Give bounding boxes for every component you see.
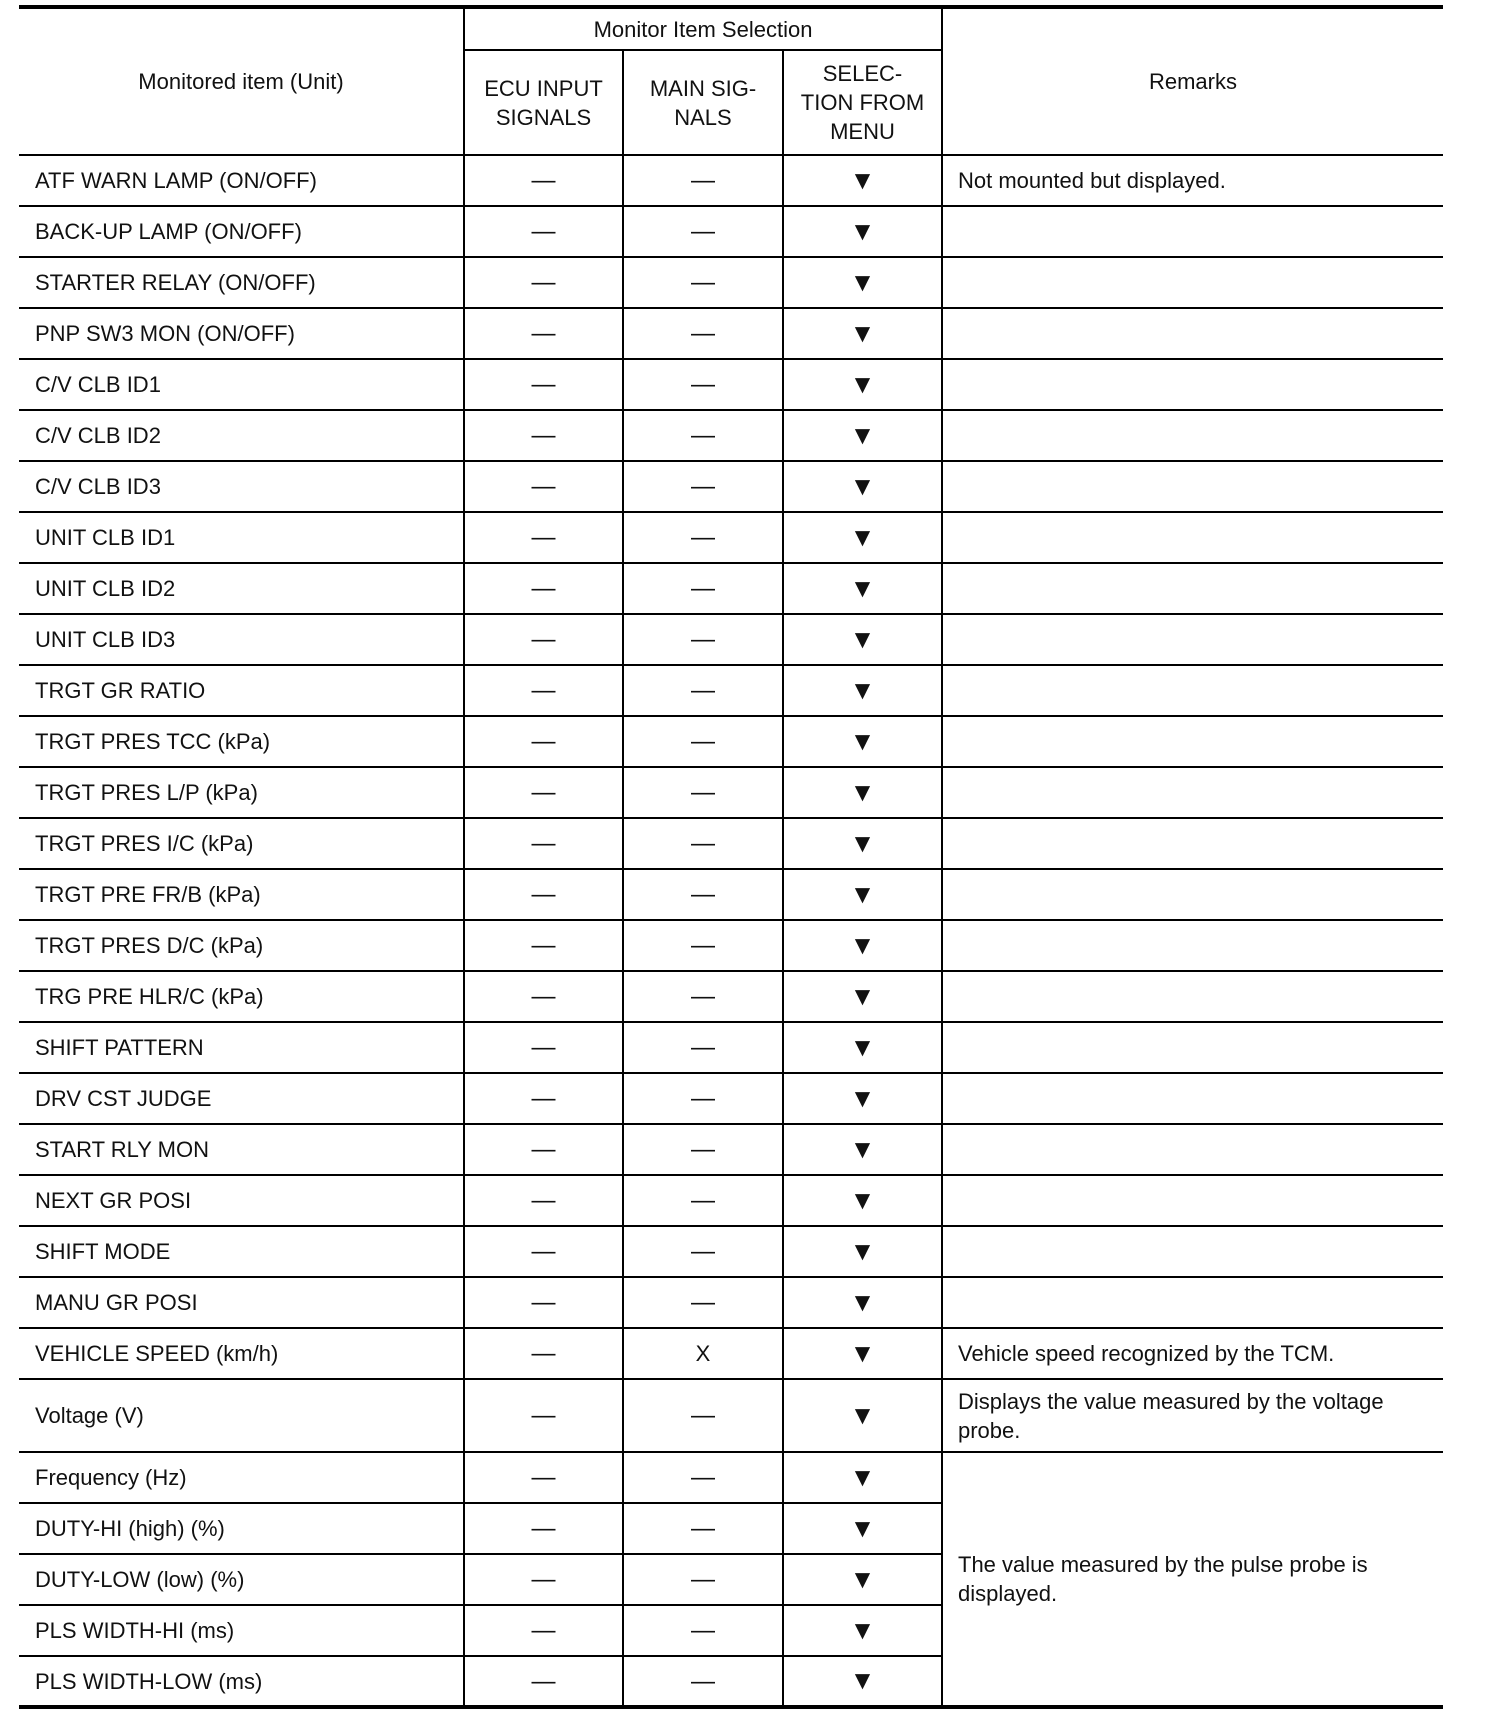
table-row [19, 410, 1443, 461]
monitored-item-cell: DUTY-HI (high) (%) [19, 1503, 464, 1554]
triangle-down-icon: ▼ [849, 1082, 876, 1113]
triangle-down-icon: ▼ [849, 317, 876, 348]
triangle-down-icon: ▼ [849, 776, 876, 807]
table-row [19, 1379, 1443, 1452]
main-signals-cell [623, 665, 783, 716]
triangle-down-icon: ▼ [849, 674, 876, 705]
ecu-input-signals-cell [464, 1022, 623, 1073]
selection-from-menu-cell [783, 920, 942, 971]
monitored-item-cell: Frequency (Hz) [19, 1452, 464, 1503]
monitored-item-cell: MANU GR POSI [19, 1277, 464, 1328]
dash-mark: — [531, 932, 556, 959]
remarks-cell [942, 1226, 1443, 1277]
table-row [19, 359, 1443, 410]
selection-from-menu-cell [783, 665, 942, 716]
x-mark: X [695, 1341, 711, 1366]
monitored-item-cell: C/V CLB ID2 [19, 410, 464, 461]
ecu-input-signals-cell [464, 206, 623, 257]
ecu-input-signals-cell [464, 1554, 623, 1605]
table-row [19, 1328, 1443, 1379]
selection-from-menu-cell [783, 971, 942, 1022]
monitor-item-table [19, 5, 1443, 1709]
selection-from-menu-cell [783, 716, 942, 767]
ecu-input-signals-cell [464, 308, 623, 359]
monitored-item-cell: DUTY-LOW (low) (%) [19, 1554, 464, 1605]
table-row [19, 1277, 1443, 1328]
ecu-input-signals-cell [464, 1452, 623, 1503]
ecu-input-signals-cell [464, 818, 623, 869]
monitored-item-cell: TRGT PRE FR/B (kPa) [19, 869, 464, 920]
selection-from-menu-cell [783, 410, 942, 461]
dash-mark: — [691, 1187, 715, 1214]
ecu-input-signals-cell [464, 1124, 623, 1175]
triangle-down-icon: ▼ [849, 1286, 876, 1317]
ecu-input-signals-cell [464, 1277, 623, 1328]
dash-mark: — [531, 218, 556, 245]
dash-mark: — [531, 1289, 556, 1316]
monitored-item-cell: START RLY MON [19, 1124, 464, 1175]
selection-from-menu-cell [783, 461, 942, 512]
triangle-down-icon: ▼ [849, 1512, 876, 1543]
triangle-down-icon: ▼ [849, 164, 876, 195]
dash-mark: — [691, 1085, 715, 1112]
dash-mark: — [691, 779, 715, 806]
monitored-item-cell: BACK-UP LAMP (ON/OFF) [19, 206, 464, 257]
dash-mark: — [531, 830, 556, 857]
table-row [19, 1022, 1443, 1073]
remarks-cell [942, 359, 1443, 410]
dash-mark: — [531, 881, 556, 908]
monitored-item-cell: UNIT CLB ID2 [19, 563, 464, 614]
header-ecu-input-signals-label: ECU INPUT SIGNALS [484, 75, 603, 130]
main-signals-cell [623, 818, 783, 869]
remarks-cell [942, 1277, 1443, 1328]
main-signals-cell [623, 716, 783, 767]
main-signals-cell [623, 410, 783, 461]
ecu-input-signals-cell [464, 716, 623, 767]
remarks-cell [942, 818, 1443, 869]
dash-mark: — [691, 1034, 715, 1061]
table-row [19, 1175, 1443, 1226]
remarks-cell [942, 410, 1443, 461]
dash-mark: — [531, 1402, 556, 1429]
table-row [19, 716, 1443, 767]
header-main-signals [623, 50, 783, 155]
dash-mark: — [531, 1085, 556, 1112]
triangle-down-icon: ▼ [849, 1184, 876, 1215]
monitored-item-cell: VEHICLE SPEED (km/h) [19, 1328, 464, 1379]
main-signals-cell [623, 1656, 783, 1707]
dash-mark: — [691, 269, 715, 296]
triangle-down-icon: ▼ [849, 1461, 876, 1492]
dash-mark: — [691, 830, 715, 857]
dash-mark: — [531, 1667, 556, 1695]
table-row [19, 971, 1443, 1022]
ecu-input-signals-cell [464, 1656, 623, 1707]
dash-mark: — [531, 626, 556, 653]
header-selection-from-menu [783, 50, 942, 155]
dash-mark: — [691, 1515, 715, 1542]
main-signals-cell [623, 767, 783, 818]
selection-from-menu-cell [783, 257, 942, 308]
dash-mark: — [531, 1340, 556, 1367]
selection-from-menu-cell [783, 1226, 942, 1277]
remarks-cell [942, 716, 1443, 767]
remarks-cell [942, 1022, 1443, 1073]
main-signals-cell [623, 1073, 783, 1124]
selection-from-menu-cell [783, 206, 942, 257]
dash-mark: — [691, 1667, 715, 1695]
header-remarks: Remarks [942, 7, 1443, 155]
dash-mark: — [691, 626, 715, 653]
dash-mark: — [531, 320, 556, 347]
dash-mark: — [531, 779, 556, 806]
triangle-down-icon: ▼ [849, 878, 876, 909]
dash-mark: — [531, 1238, 556, 1265]
table-row [19, 155, 1443, 206]
main-signals-cell [623, 869, 783, 920]
dash-mark: — [691, 1566, 715, 1593]
triangle-down-icon: ▼ [849, 470, 876, 501]
main-signals-cell [623, 614, 783, 665]
dash-mark: — [531, 1464, 556, 1491]
triangle-down-icon: ▼ [849, 623, 876, 654]
selection-from-menu-cell [783, 1379, 942, 1452]
main-signals-cell [623, 461, 783, 512]
triangle-down-icon: ▼ [849, 1133, 876, 1164]
selection-from-menu-cell [783, 308, 942, 359]
main-signals-cell [623, 1503, 783, 1554]
main-signals-cell [623, 1226, 783, 1277]
triangle-down-icon: ▼ [849, 980, 876, 1011]
remarks-cell [942, 614, 1443, 665]
ecu-input-signals-cell [464, 1503, 623, 1554]
main-signals-cell [623, 920, 783, 971]
dash-mark: — [691, 1136, 715, 1163]
selection-from-menu-cell [783, 1073, 942, 1124]
main-signals-cell [623, 359, 783, 410]
dash-mark: — [691, 1464, 715, 1491]
dash-mark: — [531, 1034, 556, 1061]
triangle-down-icon: ▼ [849, 419, 876, 450]
dash-mark: — [531, 1617, 556, 1644]
remarks-cell [942, 512, 1443, 563]
ecu-input-signals-cell [464, 257, 623, 308]
main-signals-cell [623, 1605, 783, 1656]
table-row [19, 869, 1443, 920]
dash-mark: — [531, 728, 556, 755]
main-signals-cell [623, 563, 783, 614]
remarks-cell [942, 767, 1443, 818]
triangle-down-icon: ▼ [849, 1235, 876, 1266]
remarks-cell [942, 563, 1443, 614]
header-monitored-item: Monitored item (Unit) [19, 7, 464, 155]
triangle-down-icon: ▼ [849, 521, 876, 552]
selection-from-menu-cell [783, 614, 942, 665]
triangle-down-icon: ▼ [849, 1665, 876, 1695]
main-signals-cell [623, 155, 783, 206]
dash-mark: — [691, 473, 715, 500]
monitored-item-cell: TRGT PRES TCC (kPa) [19, 716, 464, 767]
dash-mark: — [531, 677, 556, 704]
monitored-item-cell: TRGT PRES D/C (kPa) [19, 920, 464, 971]
remarks-cell [942, 1124, 1443, 1175]
selection-from-menu-cell [783, 1656, 942, 1707]
dash-mark: — [691, 728, 715, 755]
selection-from-menu-cell [783, 1124, 942, 1175]
ecu-input-signals-cell [464, 1073, 623, 1124]
remarks-cell: Not mounted but displayed. [942, 155, 1443, 206]
table-row [19, 614, 1443, 665]
monitored-item-cell: STARTER RELAY (ON/OFF) [19, 257, 464, 308]
triangle-down-icon: ▼ [849, 1563, 876, 1594]
remarks-cell: Vehicle speed recognized by the TCM. [942, 1328, 1443, 1379]
dash-mark: — [691, 1238, 715, 1265]
triangle-down-icon: ▼ [849, 572, 876, 603]
main-signals-cell [623, 1452, 783, 1503]
main-signals-cell [623, 1124, 783, 1175]
table-row [19, 1073, 1443, 1124]
main-signals-cell [623, 1554, 783, 1605]
monitored-item-cell: TRG PRE HLR/C (kPa) [19, 971, 464, 1022]
remarks-cell [942, 308, 1443, 359]
monitored-item-cell: DRV CST JUDGE [19, 1073, 464, 1124]
main-signals-cell [623, 1022, 783, 1073]
dash-mark: — [531, 1515, 556, 1542]
selection-from-menu-cell [783, 1175, 942, 1226]
triangle-down-icon: ▼ [849, 1399, 876, 1430]
dash-mark: — [691, 1617, 715, 1644]
main-signals-cell [623, 1277, 783, 1328]
remarks-cell-pulse-probe: The value measured by the pulse probe is displayed. [942, 1452, 1443, 1707]
ecu-input-signals-cell [464, 410, 623, 461]
dash-mark: — [691, 575, 715, 602]
dash-mark: — [691, 524, 715, 551]
dash-mark: — [531, 983, 556, 1010]
selection-from-menu-cell [783, 767, 942, 818]
selection-from-menu-cell [783, 1022, 942, 1073]
dash-mark: — [531, 575, 556, 602]
dash-mark: — [691, 1402, 715, 1429]
table-header [19, 7, 1443, 155]
selection-from-menu-cell [783, 155, 942, 206]
dash-mark: — [691, 932, 715, 959]
triangle-down-icon: ▼ [849, 1337, 876, 1368]
table-row [19, 461, 1443, 512]
selection-from-menu-cell [783, 1328, 942, 1379]
monitored-item-cell: UNIT CLB ID1 [19, 512, 464, 563]
selection-from-menu-cell [783, 563, 942, 614]
triangle-down-icon: ▼ [849, 725, 876, 756]
ecu-input-signals-cell [464, 869, 623, 920]
monitored-item-cell: PLS WIDTH-HI (ms) [19, 1605, 464, 1656]
table-row [19, 1452, 1443, 1503]
dash-mark: — [691, 167, 715, 194]
selection-from-menu-cell [783, 512, 942, 563]
table-body [19, 155, 1443, 1707]
monitored-item-cell: PNP SW3 MON (ON/OFF) [19, 308, 464, 359]
remarks-cell [942, 1073, 1443, 1124]
remarks-cell [942, 461, 1443, 512]
monitored-item-cell: C/V CLB ID3 [19, 461, 464, 512]
table-row [19, 767, 1443, 818]
monitored-item-cell: Voltage (V) [19, 1379, 464, 1452]
remarks-cell [942, 869, 1443, 920]
monitored-item-cell: UNIT CLB ID3 [19, 614, 464, 665]
main-signals-cell [623, 206, 783, 257]
dash-mark: — [531, 1136, 556, 1163]
table-row [19, 665, 1443, 716]
dash-mark: — [531, 167, 556, 194]
dash-mark: — [691, 983, 715, 1010]
ecu-input-signals-cell [464, 920, 623, 971]
remarks-cell [942, 206, 1443, 257]
ecu-input-signals-cell [464, 461, 623, 512]
dash-mark: — [691, 422, 715, 449]
main-signals-cell [623, 1379, 783, 1452]
ecu-input-signals-cell [464, 767, 623, 818]
remarks-cell [942, 665, 1443, 716]
dash-mark: — [531, 371, 556, 398]
selection-from-menu-cell [783, 359, 942, 410]
dash-mark: — [531, 1187, 556, 1214]
ecu-input-signals-cell [464, 1328, 623, 1379]
table-row [19, 257, 1443, 308]
ecu-input-signals-cell [464, 1379, 623, 1452]
remarks-cell [942, 1175, 1443, 1226]
monitored-item-cell: ATF WARN LAMP (ON/OFF) [19, 155, 464, 206]
header-main-signals-label: MAIN SIG- NALS [649, 75, 757, 130]
dash-mark: — [691, 881, 715, 908]
remarks-cell [942, 920, 1443, 971]
ecu-input-signals-cell [464, 1605, 623, 1656]
dash-mark: — [691, 320, 715, 347]
ecu-input-signals-cell [464, 971, 623, 1022]
table-row [19, 1124, 1443, 1175]
monitored-item-cell: SHIFT PATTERN [19, 1022, 464, 1073]
selection-from-menu-cell [783, 1503, 942, 1554]
table-row [19, 920, 1443, 971]
monitor-item-table-container [19, 5, 1443, 1709]
main-signals-cell [623, 971, 783, 1022]
selection-from-menu-cell [783, 1277, 942, 1328]
dash-mark: — [531, 473, 556, 500]
monitored-item-cell: NEXT GR POSI [19, 1175, 464, 1226]
monitored-item-cell: TRGT PRES L/P (kPa) [19, 767, 464, 818]
dash-mark: — [531, 269, 556, 296]
monitored-item-cell: TRGT GR RATIO [19, 665, 464, 716]
ecu-input-signals-cell [464, 359, 623, 410]
ecu-input-signals-cell [464, 1226, 623, 1277]
ecu-input-signals-cell [464, 155, 623, 206]
dash-mark: — [691, 677, 715, 704]
dash-mark: — [531, 1566, 556, 1593]
triangle-down-icon: ▼ [849, 1614, 876, 1645]
main-signals-cell [623, 1175, 783, 1226]
dash-mark: — [691, 218, 715, 245]
table-row [19, 563, 1443, 614]
table-row [19, 206, 1443, 257]
dash-mark: — [691, 1289, 715, 1316]
main-signals-cell [623, 257, 783, 308]
dash-mark: — [691, 371, 715, 398]
monitored-item-cell: TRGT PRES I/C (kPa) [19, 818, 464, 869]
table-row [19, 1226, 1443, 1277]
ecu-input-signals-cell [464, 614, 623, 665]
selection-from-menu-cell [783, 1452, 942, 1503]
table-row [19, 512, 1443, 563]
dash-mark: — [531, 422, 556, 449]
triangle-down-icon: ▼ [849, 1031, 876, 1062]
selection-from-menu-cell [783, 818, 942, 869]
header-selection-from-menu-label: SELEC- TION FROM MENU [800, 61, 925, 144]
selection-from-menu-cell [783, 869, 942, 920]
triangle-down-icon: ▼ [849, 368, 876, 399]
dash-mark: — [531, 524, 556, 551]
monitored-item-cell: C/V CLB ID1 [19, 359, 464, 410]
triangle-down-icon: ▼ [849, 929, 876, 960]
header-ecu-input-signals [464, 50, 623, 155]
remarks-cell [942, 971, 1443, 1022]
main-signals-cell [623, 512, 783, 563]
ecu-input-signals-cell [464, 563, 623, 614]
triangle-down-icon: ▼ [849, 215, 876, 246]
remarks-cell [942, 257, 1443, 308]
monitored-item-cell: PLS WIDTH-LOW (ms) [19, 1656, 464, 1707]
selection-from-menu-cell [783, 1605, 942, 1656]
selection-from-menu-cell [783, 1554, 942, 1605]
ecu-input-signals-cell [464, 1175, 623, 1226]
triangle-down-icon: ▼ [849, 266, 876, 297]
remarks-cell: Displays the value measured by the voltage probe. [942, 1379, 1443, 1452]
triangle-down-icon: ▼ [849, 827, 876, 858]
main-signals-cell [623, 308, 783, 359]
monitored-item-cell: SHIFT MODE [19, 1226, 464, 1277]
table-row [19, 818, 1443, 869]
ecu-input-signals-cell [464, 512, 623, 563]
table-row [19, 308, 1443, 359]
ecu-input-signals-cell [464, 665, 623, 716]
header-monitor-item-selection: Monitor Item Selection [464, 7, 942, 50]
main-signals-cell [623, 1328, 783, 1379]
